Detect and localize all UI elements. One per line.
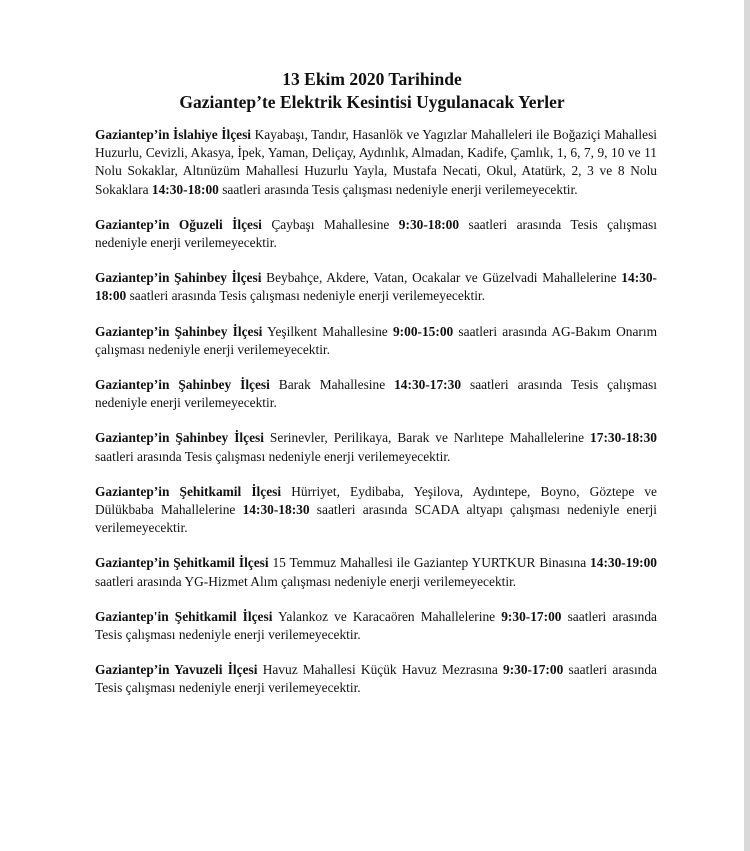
title-line-date: 13 Ekim 2020 Tarihinde bbox=[282, 69, 462, 89]
locations-text: 15 Temmuz Mahallesi ile Gaziantep YURTKUR Binasına bbox=[268, 555, 591, 571]
outage-time: 14:30-18:00 bbox=[95, 270, 657, 304]
title-line-subject: Gaziantep’te Elektrik Kesintisi Uygulanacak Yerler bbox=[179, 92, 565, 112]
outage-paragraph bbox=[95, 126, 657, 199]
outage-time: 14:30-17:30 bbox=[394, 377, 462, 393]
district-name: Gaziantep’in Şahinbey İlçesi bbox=[95, 323, 263, 339]
reason-text: saatleri arasında Tesis çalışması nedeniyle enerji verilemeyecektir. bbox=[95, 608, 657, 643]
district-name: Gaziantep’in İslahiye İlçesi bbox=[95, 127, 252, 142]
district-name: Gaziantep’in Şahinbey İlçesi bbox=[95, 270, 262, 286]
outage-time: 14:30-18:00 bbox=[151, 181, 219, 197]
outage-time: 17:30-18:30 bbox=[590, 430, 657, 446]
reason-text: saatleri arasında SCADA altyapı çalışması nedeniyle enerji verilemeyecektir. bbox=[95, 502, 657, 536]
locations-text: Yalankoz ve Karacaören Mahallelerine bbox=[272, 608, 502, 624]
reason-text: saatleri arasında Tesis çalışması nedeniyle enerji verilemeyecektir. bbox=[126, 288, 485, 304]
locations-text: Yeşilkent Mahallesine bbox=[262, 323, 393, 339]
reason-text: saatleri arasında Tesis çalışması nedeniyle enerji verilemeyecektir. bbox=[95, 662, 657, 696]
district-name: Gaziantep’in Şahinbey İlçesi bbox=[95, 430, 264, 446]
reason-text: saatleri arasında Tesis çalışması nedeniyle enerji verilemeyecektir. bbox=[95, 448, 451, 464]
reason-text: saatleri arasında Tesis çalışması nedeniyle enerji verilemeyecektir. bbox=[95, 377, 657, 411]
locations-text: Çaybaşı Mahallesine bbox=[261, 216, 399, 232]
locations-text: Serinevler, Perilikaya, Barak ve Narlıtepe Mahallelerine bbox=[263, 430, 591, 446]
outage-paragraph bbox=[95, 269, 657, 305]
outage-paragraph bbox=[95, 323, 657, 359]
reason-text: saatleri arasında Tesis çalışması nedeniyle enerji verilemeyecektir. bbox=[218, 181, 578, 197]
outage-paragraph bbox=[95, 608, 657, 644]
district-name: Gaziantep’in Şahinbey İlçesi bbox=[95, 377, 270, 393]
outage-paragraph bbox=[95, 661, 657, 697]
outage-time: 14:30-18:30 bbox=[242, 502, 310, 518]
outage-list bbox=[95, 126, 657, 715]
outage-paragraph bbox=[95, 429, 657, 465]
locations-text: Beybahçe, Akdere, Vatan, Ocakalar ve Güzelvadi Mahallelerine bbox=[261, 270, 622, 286]
reason-text: saatleri arasında AG-Bakım Onarım çalışması nedeniyle enerji verilemeyecektir. bbox=[95, 323, 657, 357]
district-name: Gaziantep’in Yavuzeli İlçesi bbox=[95, 662, 258, 678]
document-title bbox=[0, 68, 744, 114]
outage-time: 9:30-17:00 bbox=[503, 662, 564, 678]
district-name: Gaziantep'in Şehitkamil İlçesi bbox=[95, 608, 273, 624]
outage-paragraph bbox=[95, 376, 657, 412]
outage-paragraph bbox=[95, 483, 657, 538]
locations-text: Kayabaşı, Tandır, Hasanlök ve Yagızlar Mahalleleri ile Boğaziçi Mahallesi Huzurlu, Cevizli, Akasya, İpek, Yaman, Deliçay, Aydınlık, Almadan, Kadife, Çamlık, 1, 6, 7, 9, 10 ve 11 Nolu Sokaklar, Altınüzüm Mahallesi Huzurlu Yayla, Mustafa Necati, Okul, Atatürk, 2, 3 ve 8 Nolu Sokaklara bbox=[95, 127, 657, 197]
district-name: Gaziantep’in Oğuzeli İlçesi bbox=[95, 216, 262, 232]
reason-text: saatleri arasında Tesis çalışması nedeniyle enerji verilemeyecektir. bbox=[95, 216, 657, 251]
reason-text: saatleri arasında YG-Hizmet Alım çalışması nedeniyle enerji verilemeyecektir. bbox=[95, 573, 517, 589]
locations-text: Hürriyet, Eydibaba, Yeşilova, Aydıntepe, Boyno, Göztepe ve Dülükbaba Mahallelerine bbox=[95, 483, 657, 518]
outage-time: 9:30-18:00 bbox=[398, 216, 460, 232]
outage-paragraph bbox=[95, 216, 657, 252]
outage-time: 14:30-19:00 bbox=[590, 555, 657, 571]
locations-text: Barak Mahallesine bbox=[269, 377, 395, 393]
locations-text: Havuz Mahallesi Küçük Havuz Mezrasına bbox=[257, 662, 504, 678]
outage-time: 9:00-15:00 bbox=[392, 323, 454, 339]
outage-paragraph bbox=[95, 554, 657, 590]
outage-time: 9:30-17:00 bbox=[501, 608, 562, 624]
district-name: Gaziantep’in Şehitkamil İlçesi bbox=[95, 555, 269, 571]
district-name: Gaziantep’in Şehitkamil İlçesi bbox=[95, 483, 282, 499]
